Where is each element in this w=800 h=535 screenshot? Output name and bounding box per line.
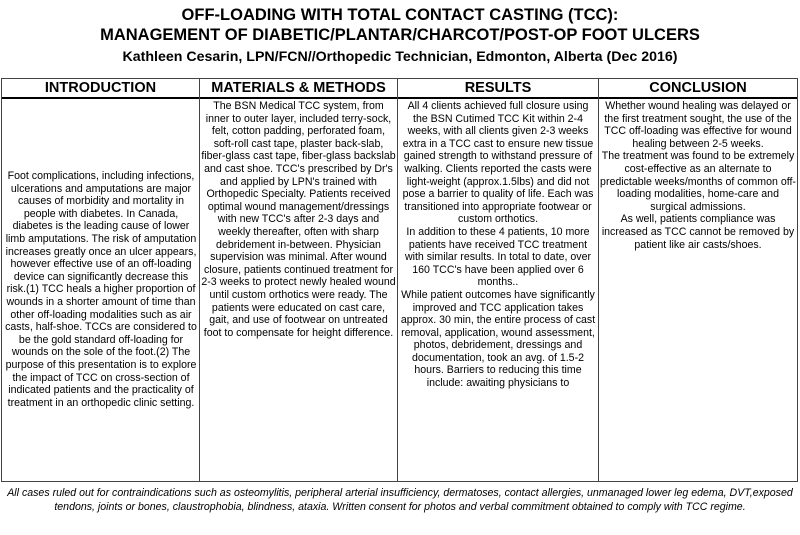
author-line: Kathleen Cesarin, LPN/FCN//Orthopedic Technician, Edmonton, Alberta (Dec 2016) (122, 49, 678, 65)
conclusion-paragraph-3: As well, patients compliance was increased as TCC cannot be removed by patient like air casts/shoes. (601, 213, 795, 251)
conclusion-paragraph-1: Whether wound healing was delayed or the first treatment sought, the use of the TCC off-loading was effective for wound healing between 2-5 weeks. (604, 100, 792, 150)
methods-text: The BSN Medical TCC system, from inner to outer layer, included terry-sock, felt, cotton padding, perforated foam, soft-roll cast tape, plaster back-slab, fiber-glass cast tape, fiber-glass backslab and cast shoe. TCC's prescribed by Dr's and applied by LPN's trained with Orthopedic Specialty. Patients received optimal wound management/dressings with new TCC's after 2-3 days and weekly thereafter, often with sharp debridement in-between. Physician supervision was minimal. After wound closure, patients continued treatment for 2-3 weeks to protect newly healed wound until custom orthotics were ready. The patients were educated on cast care, gait, and use of footwear on untreated foot to compensate for height difference. (201, 100, 396, 339)
title-line-2: MANAGEMENT OF DIABETIC/PLANTAR/CHARCOT/POST-OP FOOT ULCERS (100, 26, 700, 44)
methods-column (201, 100, 396, 482)
results-heading: RESULTS (398, 78, 598, 99)
introduction-text: Foot complications, including infections, ulcerations and amputations are major causes of morbidity and mortality in people with diabetes. In Canada, diabetes is the leading cause of lower limb amputations. The risk of amputation increases greatly once an ulcer appears, however effective use of an off-loading device can significantly decrease this risk.(1) TCC heals a higher proportion of wounds in a shorter amount of time than other off-loading modalities such as air casts, half-shoe. TCCs are considered to be the gold standard off-loading for wounds on the sole of the foot.(2) The purpose of this presentation is to explore the impact of TCC on cross-section of indicated patients and the practicality of treatment in an orthopedic clinic setting. (5, 170, 197, 409)
column-divider (199, 78, 200, 482)
results-paragraph-1: All 4 clients achieved full closure using the BSN Cutimed TCC Kit within 2-4 weeks, with all clients given 2-3 weeks extra in a TCC cast to ensure new tissue gained strength to withstand pressure of walking. Clients reported the casts were light-weight (approx.1.5lbs) and did not pose a barrier to quality of life. Each was transitioned into appropriate footwear or custom orthotics. (402, 100, 594, 226)
results-column (399, 100, 597, 482)
title-line-1: OFF-LOADING WITH TOTAL CONTACT CASTING (TCC): (181, 6, 619, 24)
conclusion-column (600, 100, 796, 482)
conclusion-heading: CONCLUSION (599, 78, 797, 99)
methods-heading: MATERIALS & METHODS (200, 78, 397, 99)
results-paragraph-3: While patient outcomes have significantly improved and TCC application takes approx. 30 min, the entire process of cast removal, application, wound assessment, photos, debridement, dressings and documentation, took an avg. of 1.5-2 hours. Barriers to reducing this time include: awaiting physicians to (400, 288, 596, 390)
introduction-heading: INTRODUCTION (2, 78, 199, 99)
conclusion-paragraph-2: The treatment was found to be extremely cost-effective as an alternate to predictable weeks/months of common off-loading modalities, home-care and surgical admissions. (600, 150, 796, 213)
introduction-column (4, 100, 198, 482)
results-paragraph-2: In addition to these 4 patients, 10 more patients have received TCC treatment with similar results. In total to date, over 160 TCC's have been applied over 6 months.. (404, 225, 592, 289)
column-divider (397, 78, 398, 482)
footer-note: All cases ruled out for contraindications such as osteomylitis, peripheral arterial insufficiency, dermatoses, contact allergies, unmanaged lower leg edema, DVT,exposed tendons, joints or bones, claustrophobia, blindness, ataxia. Written consent for photos and verbal commitment obtained to comply with TCC regime. (7, 487, 793, 513)
column-divider (598, 78, 599, 482)
